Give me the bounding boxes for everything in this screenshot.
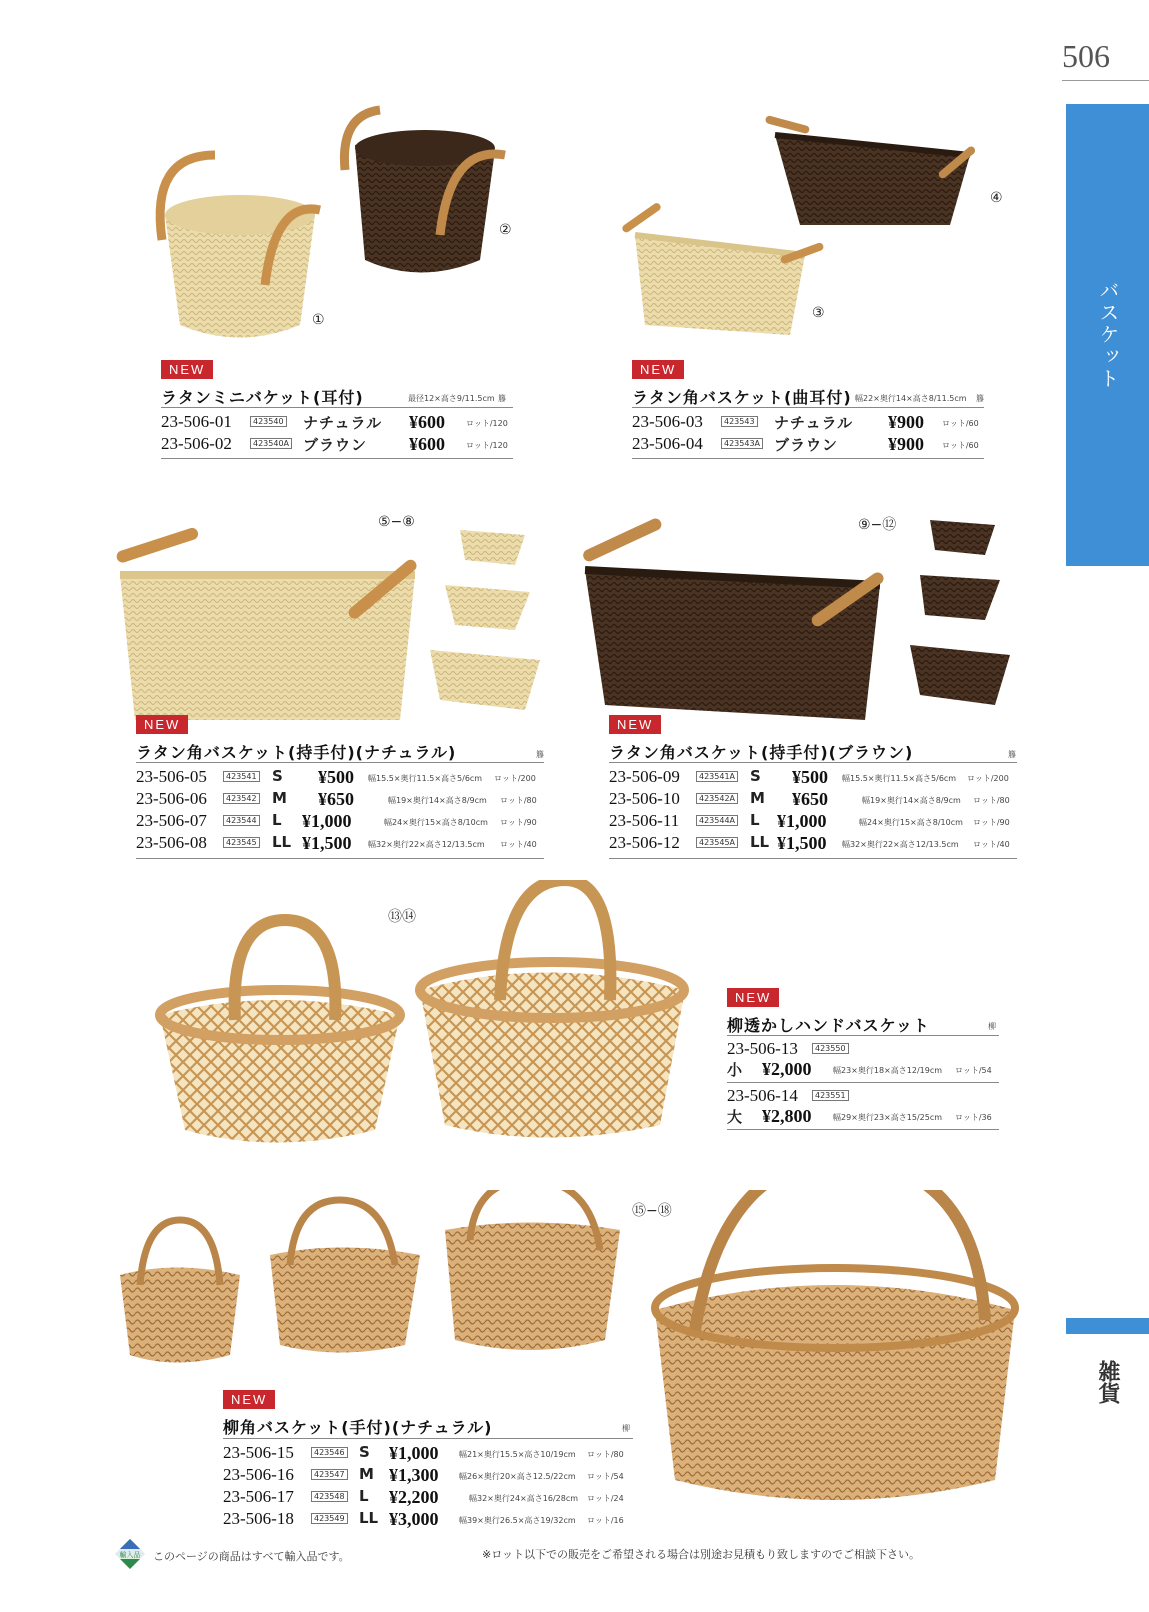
jan-code: 423541: [223, 771, 260, 782]
product-color: ナチュラル: [303, 414, 383, 432]
category-tab-misc-label: 雑貨: [1095, 1360, 1120, 1404]
category-tab-misc[interactable]: [1066, 1318, 1149, 1334]
product-row: [609, 811, 1017, 833]
product-lot: ロット/24: [587, 1494, 624, 1503]
product-color: ブラウン: [303, 436, 368, 454]
product-material: 籐: [976, 394, 984, 403]
product-name: 柳角バスケット(手付)(ナチュラル): [223, 1418, 493, 1437]
product-name: ラタン角バスケット(持手付)(ナチュラル): [136, 743, 457, 762]
product-lot: ロット/80: [973, 796, 1010, 805]
product-dimensions: 幅15.5×奥行11.5×高さ5/6cm: [842, 774, 957, 783]
image-label-15-18: ⑮−⑱: [632, 1203, 672, 1219]
product-row: [727, 1106, 999, 1128]
new-badge: NEW: [727, 988, 779, 1007]
product-lot: ロット/200: [494, 774, 536, 783]
product-name: ラタン角バスケット(持手付)(ブラウン): [609, 743, 914, 762]
product-code: 23-506-15: [223, 1443, 294, 1462]
jan-code: 423540A: [250, 438, 292, 449]
product-size: LL: [750, 833, 770, 851]
product-size: LL: [359, 1509, 379, 1527]
product-spec: 幅22×奥行14×高さ8/11.5cm: [855, 394, 967, 403]
product-price: ¥650: [318, 789, 354, 809]
jan-code: 423541A: [696, 771, 738, 782]
image-label-3: ③: [812, 305, 825, 321]
product-size: M: [750, 789, 765, 807]
jan-code: 423542: [223, 793, 260, 804]
jan-code: 423540: [250, 416, 287, 427]
product-row: [727, 1039, 999, 1061]
product-size: L: [359, 1487, 369, 1505]
product-price: ¥2,200: [389, 1487, 439, 1507]
product-dimensions: 幅32×奥行22×高さ12/13.5cm: [368, 840, 485, 849]
product-dimensions: 幅19×奥行14×高さ8/9cm: [388, 796, 487, 805]
jan-code: 423551: [812, 1090, 849, 1101]
product-price: ¥900: [888, 434, 924, 454]
image-label-4: ④: [990, 190, 1003, 206]
product-lot: ロット/80: [587, 1450, 624, 1459]
product-row: [161, 434, 513, 456]
product-row: [136, 811, 544, 833]
product-dimensions: 幅32×奥行22×高さ12/13.5cm: [842, 840, 959, 849]
product-dimensions: 幅32×奥行24×高さ16/28cm: [469, 1494, 579, 1503]
product-lot: ロット/36: [955, 1113, 992, 1122]
page-number-rule: [1062, 80, 1149, 81]
product-price: ¥600: [409, 412, 445, 432]
product-price: ¥1,000: [777, 811, 827, 831]
product-image-rattan-mini-bucket: [150, 100, 510, 345]
product-material: 籐: [536, 750, 544, 759]
product-code: 23-506-08: [136, 833, 207, 852]
product-price: ¥1,500: [777, 833, 827, 853]
product-lot: ロット/120: [466, 419, 508, 428]
product-price: ¥1,300: [389, 1465, 439, 1485]
product-code: 23-506-11: [609, 811, 680, 830]
footer-import-note: このページの商品はすべて輸入品です。: [153, 1550, 350, 1563]
product-price: ¥1,000: [389, 1443, 439, 1463]
product-color: ナチュラル: [774, 414, 854, 432]
page-number: 506: [1062, 38, 1110, 74]
jan-code: 423542A: [696, 793, 738, 804]
product-image-willow-openwork-hand-basket: [155, 880, 700, 1150]
product-dimensions: 幅21×奥行15.5×高さ10/19cm: [459, 1450, 576, 1459]
product-row: [136, 833, 544, 855]
product-size: S: [359, 1443, 370, 1461]
product-row: [223, 1465, 633, 1487]
product-dimensions: 幅23×奥行18×高さ12/19cm: [833, 1066, 943, 1075]
product-price: ¥1,500: [302, 833, 352, 853]
product-row: [136, 767, 544, 789]
product-row: [727, 1059, 999, 1081]
product-price: ¥1,000: [302, 811, 352, 831]
jan-code: 423545A: [696, 837, 738, 848]
product-price: ¥900: [888, 412, 924, 432]
product-dimensions: 幅24×奥行15×高さ8/10cm: [384, 818, 488, 827]
jan-code: 423544: [223, 815, 260, 826]
product-price: ¥650: [792, 789, 828, 809]
product-code: 23-506-07: [136, 811, 207, 830]
product-size: M: [359, 1465, 374, 1483]
new-badge: NEW: [161, 360, 213, 379]
product-row: [609, 789, 1017, 811]
product-row: [632, 412, 984, 434]
image-label-9-12: ⑨−⑫: [858, 517, 897, 533]
product-code: 23-506-18: [223, 1509, 294, 1528]
product-dimensions: 幅29×奥行23×高さ15/25cm: [833, 1113, 943, 1122]
import-goods-icon: [113, 1537, 147, 1571]
product-row: [609, 833, 1017, 855]
product-lot: ロット/90: [973, 818, 1010, 827]
product-row: [223, 1487, 633, 1509]
product-code: 23-506-05: [136, 767, 207, 786]
image-label-1: ①: [312, 312, 325, 328]
product-lot: ロット/60: [942, 419, 979, 428]
product-price: ¥500: [318, 767, 354, 787]
product-price: ¥500: [792, 767, 828, 787]
product-price: ¥2,000: [762, 1059, 812, 1079]
product-lot: ロット/54: [955, 1066, 992, 1075]
product-code: 23-506-09: [609, 767, 680, 786]
jan-code: 423547: [311, 1469, 348, 1480]
product-lot: ロット/90: [500, 818, 537, 827]
product-size: S: [750, 767, 761, 785]
product-code: 23-506-14: [727, 1086, 798, 1105]
product-code: 23-506-03: [632, 412, 703, 431]
product-row: [136, 789, 544, 811]
product-price: ¥600: [409, 434, 445, 454]
product-row: [223, 1509, 633, 1531]
product-size: 小: [727, 1061, 743, 1079]
image-label-5-8: ⑤−⑧: [378, 514, 415, 530]
product-size: L: [750, 811, 760, 829]
product-code: 23-506-10: [609, 789, 680, 808]
product-name: ラタン角バスケット(曲耳付): [632, 388, 852, 407]
jan-code: 423543: [721, 416, 758, 427]
product-size: L: [272, 811, 282, 829]
product-size: S: [272, 767, 283, 785]
jan-code: 423544A: [696, 815, 738, 826]
product-row: [727, 1086, 999, 1108]
product-row: [223, 1443, 633, 1465]
new-badge: NEW: [223, 1390, 275, 1409]
product-lot: ロット/40: [500, 840, 537, 849]
jan-code: 423545: [223, 837, 260, 848]
product-code: 23-506-16: [223, 1465, 294, 1484]
new-badge: NEW: [609, 715, 661, 734]
product-size: M: [272, 789, 287, 807]
product-row: [632, 434, 984, 456]
product-code: 23-506-04: [632, 434, 703, 453]
product-code: 23-506-06: [136, 789, 207, 808]
product-code: 23-506-13: [727, 1039, 798, 1058]
product-image-rattan-handle-basket-natural: [115, 520, 565, 735]
product-dimensions: 幅39×奥行26.5×高さ19/32cm: [459, 1516, 576, 1525]
product-dimensions: 幅19×奥行14×高さ8/9cm: [862, 796, 961, 805]
product-image-rattan-handle-basket-brown: [580, 515, 1020, 735]
product-size: 大: [727, 1108, 743, 1126]
product-code: 23-506-02: [161, 434, 232, 453]
product-material: 柳: [622, 1424, 630, 1433]
product-dimensions: 幅24×奥行15×高さ8/10cm: [859, 818, 963, 827]
svg-text:輸入品: 輸入品: [119, 1551, 141, 1559]
product-code: 23-506-01: [161, 412, 232, 431]
product-material: 籐: [1008, 750, 1016, 759]
product-name: 柳透かしハンドバスケット: [727, 1016, 930, 1035]
jan-code: 423550: [812, 1043, 849, 1054]
product-size: LL: [272, 833, 292, 851]
footer-lot-note: ※ロット以下での販売をご希望される場合は別途お見積もり致しますのでご相談下さい。: [482, 1548, 920, 1561]
product-lot: ロット/80: [500, 796, 537, 805]
category-tab-basket-label: バスケット: [1096, 280, 1120, 390]
image-label-13-14: ⑬⑭: [388, 909, 416, 925]
product-dimensions: 幅26×奥行20×高さ12.5/22cm: [459, 1472, 576, 1481]
product-lot: ロット/60: [942, 441, 979, 450]
product-lot: ロット/54: [587, 1472, 624, 1481]
jan-code: 423546: [311, 1447, 348, 1458]
product-lot: ロット/200: [967, 774, 1009, 783]
product-name: ラタンミニバケット(耳付): [161, 388, 364, 407]
jan-code: 423549: [311, 1513, 348, 1524]
product-code: 23-506-12: [609, 833, 680, 852]
jan-code: 423543A: [721, 438, 763, 449]
product-lot: ロット/16: [587, 1516, 624, 1525]
product-spec: 最径12×高さ9/11.5cm: [408, 394, 495, 403]
product-row: [609, 767, 1017, 789]
jan-code: 423548: [311, 1491, 348, 1502]
product-material: 籐: [498, 394, 506, 403]
new-badge: NEW: [136, 715, 188, 734]
product-price: ¥3,000: [389, 1509, 439, 1529]
product-lot: ロット/40: [973, 840, 1010, 849]
product-price: ¥2,800: [762, 1106, 812, 1126]
product-dimensions: 幅15.5×奥行11.5×高さ5/6cm: [368, 774, 483, 783]
product-material: 柳: [988, 1022, 996, 1031]
new-badge: NEW: [632, 360, 684, 379]
product-image-rattan-square-basket-curved: [620, 110, 1000, 345]
product-lot: ロット/120: [466, 441, 508, 450]
image-label-2: ②: [499, 222, 512, 238]
product-code: 23-506-17: [223, 1487, 294, 1506]
product-color: ブラウン: [774, 436, 839, 454]
product-row: [161, 412, 513, 434]
